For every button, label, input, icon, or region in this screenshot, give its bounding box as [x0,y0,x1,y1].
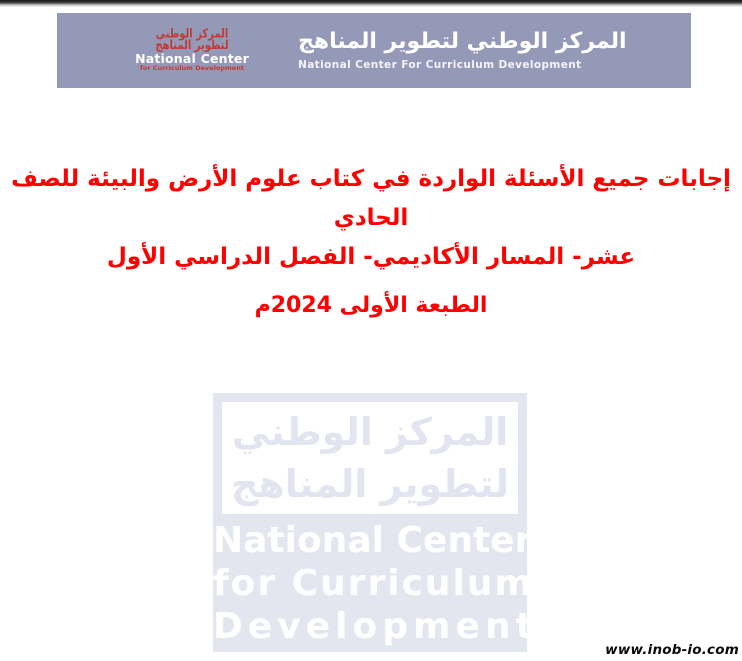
scan-edge-shadow [0,0,742,7]
watermark-arabic-box [222,402,518,514]
watermark-arabic-line-1: المركز الوطني [231,410,509,454]
kufic-line-2: لتطوير المناهج [155,38,229,52]
logo-subtitle-english: for Curriculum Development [140,63,244,72]
watermark-arabic-line-2: لتطوير المناهج [230,462,510,506]
kufic-calligraphy-icon [155,28,228,51]
nccd-watermark [213,393,538,652]
document-title [0,160,742,321]
banner-title-arabic: المركز الوطني لتطوير المناهج [298,29,627,54]
banner-title-english: National Center For Curriculum Development [298,59,582,71]
header-banner [57,13,691,88]
logo-name-english: National Center [135,50,249,66]
website-url[interactable]: www.inob-io.com [605,642,739,658]
nccd-logo [135,20,249,82]
document-title-line-2: عشر- المسار الأكاديمي- الفصل الدراسي الأول [106,244,636,270]
edition-line: الطبعة الأولى 2024م [254,293,488,318]
watermark-english-block [213,519,538,648]
document-title-line-1: إجابات جميع الأسئلة الواردة في كتاب علوم الأرض والبيئة للصف الحادي [11,166,731,231]
watermark-english-line-3: Development [213,606,538,647]
kufic-line-1: المركز الوطني [155,27,229,41]
watermark-english-line-2: for Curriculum [213,563,535,604]
watermark-english-line-1: National Center [213,520,533,561]
banner-title-block [298,13,681,88]
